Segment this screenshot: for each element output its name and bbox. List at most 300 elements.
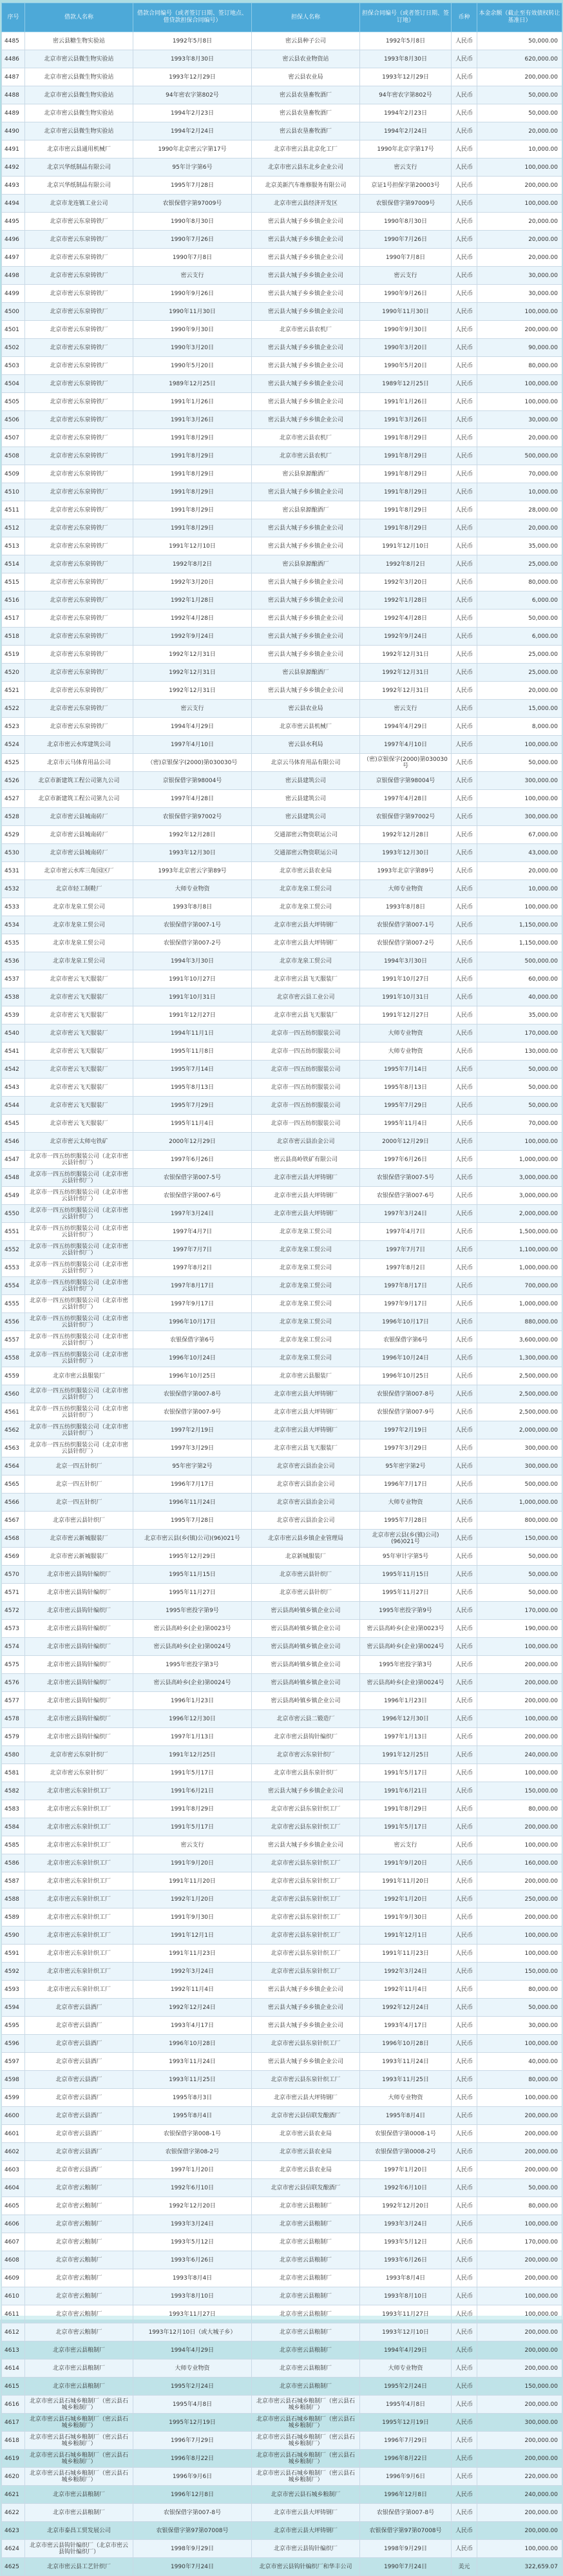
cell-seq: 4510 <box>2 483 25 501</box>
cell-borrower: 密云县糖生物实验站 <box>25 32 133 50</box>
cell-seq: 4536 <box>2 952 25 970</box>
table-row <box>2 1728 562 1746</box>
cell-seq: 4611 <box>2 2305 25 2323</box>
cell-principal: 300,000.00 <box>477 808 562 826</box>
cell-guarantor: 北京市密云县乡镇企业管理局 <box>252 1530 360 1548</box>
cell-currency: 人民币 <box>452 2251 477 2269</box>
cell-loan-contract: 1992年9月24日 <box>133 628 252 646</box>
cell-loan-contract: 1992年1月20日 <box>133 1890 252 1908</box>
cell-loan-contract: 1996年7月17日 <box>133 1475 252 1494</box>
cell-guarantor: 北京市密云县飞天服装厂 <box>252 1006 360 1024</box>
table-row <box>2 2432 562 2450</box>
cell-currency: 人民币 <box>452 934 477 952</box>
cell-guarantor: 北京市密云县大坪铸钢厂 <box>252 934 360 952</box>
cell-principal: 200,000.00 <box>477 2341 562 2360</box>
cell-currency: 人民币 <box>452 32 477 50</box>
cell-guarantee-contract: 密云支行 <box>360 700 452 718</box>
cell-borrower: 北京市密云飞天服装厂 <box>25 1115 133 1133</box>
cell-borrower: 北京市密云东泉针织工厂 <box>25 1872 133 1890</box>
cell-currency: 人民币 <box>452 537 477 555</box>
cell-guarantor: 密云县大城子乡乡镇企业公司 <box>252 591 360 610</box>
cell-seq: 4612 <box>2 2323 25 2341</box>
cell-principal: 2,500,000.00 <box>477 1385 562 1403</box>
cell-loan-contract: 农银保借字第007-8号 <box>133 1385 252 1403</box>
cell-currency: 人民币 <box>452 1638 477 1656</box>
table-row <box>2 537 562 555</box>
cell-seq: 4548 <box>2 1169 25 1187</box>
cell-currency: 人民币 <box>452 2341 477 2360</box>
cell-principal: 500,000.00 <box>477 1475 562 1494</box>
cell-borrower: 北京市轻工制鞋厂 <box>25 880 133 898</box>
cell-guarantee-contract: 农银保借字第007-8号 <box>360 1385 452 1403</box>
cell-guarantee-contract: 1996年10月25日 <box>360 1367 452 1385</box>
table-row <box>2 2179 562 2197</box>
cell-borrower: 北京市密云新城服装厂 <box>25 1530 133 1548</box>
cell-loan-contract: 1993年8月4日 <box>133 2269 252 2287</box>
cell-currency: 人民币 <box>452 664 477 682</box>
table-row <box>2 1963 562 1981</box>
table-row <box>2 357 562 375</box>
cell-guarantor: 北京市密云县钩针编织厂和华丰公司 <box>252 2558 360 2576</box>
cell-loan-contract: 1995年11月4日 <box>133 1115 252 1133</box>
cell-currency: 人民币 <box>452 1800 477 1818</box>
cell-seq: 4492 <box>2 159 25 177</box>
cell-seq: 4566 <box>2 1494 25 1512</box>
cell-seq: 4527 <box>2 790 25 808</box>
cell-guarantee-contract: 1991年9月30日 <box>360 1908 452 1927</box>
cell-guarantor: 密云县泉源酿酒厂 <box>252 465 360 483</box>
cell-borrower: 北京一四五针织厂 <box>25 1494 133 1512</box>
cell-currency: 人民币 <box>452 790 477 808</box>
cell-loan-contract: 1993年12月30日 <box>133 844 252 862</box>
cell-seq: 4493 <box>2 177 25 195</box>
cell-principal: 50,000.00 <box>477 1079 562 1097</box>
table-row <box>2 411 562 429</box>
cell-borrower: 北京市密云县微生物实验站 <box>25 68 133 86</box>
cell-guarantee-contract: 1997年4月28日 <box>360 790 452 808</box>
cell-principal: 80,000.00 <box>477 1800 562 1818</box>
cell-principal: 100,000.00 <box>477 1927 562 1945</box>
cell-seq: 4588 <box>2 1890 25 1908</box>
cell-currency: 人民币 <box>452 736 477 754</box>
cell-borrower: 北京市密云县酒厂 <box>25 2071 133 2089</box>
table-row <box>2 177 562 195</box>
cell-loan-contract: 1992年12月31日 <box>133 646 252 664</box>
cell-loan-contract: 1990年北京密云字第17号 <box>133 140 252 159</box>
cell-guarantee-contract: 1997年8月17日 <box>360 1277 452 1295</box>
cell-currency: 人民币 <box>452 1259 477 1277</box>
cell-currency: 人民币 <box>452 573 477 591</box>
cell-seq: 4495 <box>2 213 25 231</box>
cell-currency: 人民币 <box>452 2215 477 2233</box>
cell-principal: 1,000,000.00 <box>477 1295 562 1313</box>
cell-loan-contract: 1996年9月6日 <box>133 2468 252 2486</box>
table-row <box>2 2287 562 2305</box>
cell-seq: 4516 <box>2 591 25 610</box>
cell-loan-contract: 1993年12月10日（或大城子乡） <box>133 2323 252 2341</box>
cell-guarantor: 北京市密云县东泉针织工厂 <box>252 2035 360 2053</box>
cell-principal: 130,000.00 <box>477 1043 562 1061</box>
cell-currency: 人民币 <box>452 104 477 122</box>
cell-currency: 人民币 <box>452 1927 477 1945</box>
cell-currency: 人民币 <box>452 1602 477 1620</box>
cell-guarantor: 北京市密云县治金公司 <box>252 1133 360 1151</box>
cell-guarantor: 密云县种子公司 <box>252 32 360 50</box>
cell-guarantor: 密云县建筑公司 <box>252 772 360 790</box>
cell-borrower: 北京市密云粮制厂 <box>25 2251 133 2269</box>
cell-borrower: 北京市密云东泉针织工厂 <box>25 1963 133 1981</box>
table-row <box>2 1475 562 1494</box>
table-row <box>2 159 562 177</box>
cell-guarantor: 北京市密云县农业局 <box>252 2143 360 2161</box>
cell-principal: 50,000.00 <box>477 2179 562 2197</box>
cell-seq: 4619 <box>2 2450 25 2468</box>
cell-currency: 人民币 <box>452 1097 477 1115</box>
cell-currency: 人民币 <box>452 1205 477 1223</box>
cell-principal: 100,000.00 <box>477 736 562 754</box>
cell-guarantor: 密云县高岭铁矿有限公司 <box>252 1151 360 1169</box>
cell-currency: 人民币 <box>452 1295 477 1313</box>
cell-principal: 80,000.00 <box>477 2197 562 2215</box>
cell-loan-contract: 1992年3月20日 <box>133 573 252 591</box>
cell-guarantee-contract: 1996年10月28日 <box>360 2035 452 2053</box>
cell-principal: 200,000.00 <box>477 2161 562 2179</box>
cell-principal: 1,100,000.00 <box>477 1241 562 1259</box>
cell-guarantee-contract: 1996年10月24日 <box>360 1349 452 1367</box>
cell-currency: 人民币 <box>452 1169 477 1187</box>
cell-guarantee-contract: 1995年2月24日 <box>360 2378 452 2396</box>
cell-loan-contract: 1993年3月24日 <box>133 2215 252 2233</box>
cell-seq: 4496 <box>2 231 25 249</box>
cell-currency: 人民币 <box>452 501 477 519</box>
cell-currency: 人民币 <box>452 772 477 790</box>
cell-loan-contract: 1997年4月7日 <box>133 1223 252 1241</box>
cell-loan-contract: 农银保借字第007-5号 <box>133 1169 252 1187</box>
cell-seq: 4520 <box>2 664 25 682</box>
cell-loan-contract: 1992年12月20日 <box>133 2197 252 2215</box>
cell-borrower: 北京市密云县微生物实验站 <box>25 50 133 68</box>
table-row <box>2 1403 562 1421</box>
cell-principal: 200,000.00 <box>477 1692 562 1710</box>
cell-principal: 1,300,000.00 <box>477 1349 562 1367</box>
cell-seq: 4515 <box>2 573 25 591</box>
cell-seq: 4521 <box>2 682 25 700</box>
cell-seq: 4547 <box>2 1151 25 1169</box>
cell-guarantee-contract: 农银保借字第007-9号 <box>360 1403 452 1421</box>
cell-principal: 50,000.00 <box>477 32 562 50</box>
cell-guarantor: 北京市密云县粮制厂 <box>252 2269 360 2287</box>
cell-currency: 人民币 <box>452 285 477 303</box>
cell-seq: 4534 <box>2 916 25 934</box>
table-row <box>2 2486 562 2504</box>
table-row <box>2 1638 562 1656</box>
cell-guarantee-contract: 大师专业物资 <box>360 2089 452 2107</box>
cell-guarantor: 密云县大城子乡乡镇企业公司 <box>252 249 360 267</box>
table-row <box>2 1385 562 1403</box>
cell-borrower: 北京市龙泉工贸公司 <box>25 916 133 934</box>
cell-loan-contract: 1996年12月8日 <box>133 2486 252 2504</box>
cell-guarantee-contract: 1993年8月30日 <box>360 50 452 68</box>
cell-borrower: 北京市密云东泉铸铁厂 <box>25 267 133 285</box>
cell-currency: 人民币 <box>452 2143 477 2161</box>
cell-seq: 4557 <box>2 1331 25 1349</box>
cell-principal: 100,000.00 <box>477 898 562 916</box>
cell-principal: 50,000.00 <box>477 1999 562 2017</box>
cell-guarantee-contract: 1996年10月17日 <box>360 1313 452 1331</box>
cell-borrower: 北京市密云县钩针编织厂 <box>25 1638 133 1656</box>
cell-seq: 4622 <box>2 2504 25 2522</box>
cell-seq: 4538 <box>2 988 25 1006</box>
cell-loan-contract: 1994年3月30日 <box>133 952 252 970</box>
cell-borrower: 北京市密云东泉铸铁厂 <box>25 357 133 375</box>
cell-seq: 4567 <box>2 1512 25 1530</box>
cell-principal: 50,000.00 <box>477 1584 562 1602</box>
cell-currency: 人民币 <box>452 213 477 231</box>
table-row <box>2 2161 562 2179</box>
cell-borrower: 北京市一四五纺织服装公司（北京市密云县针织厂） <box>25 1403 133 1421</box>
cell-guarantor: 北京市密云县农业局 <box>252 2125 360 2143</box>
cell-guarantor: 密云县大城子乡乡镇企业公司 <box>252 1836 360 1854</box>
cell-guarantor: 北京市密云县针织厂 <box>252 1584 360 1602</box>
cell-seq: 4606 <box>2 2215 25 2233</box>
table-row <box>2 2143 562 2161</box>
table-row <box>2 465 562 483</box>
table-row <box>2 195 562 213</box>
cell-guarantee-contract: 农银保借字第97009号 <box>360 195 452 213</box>
table-row <box>2 1800 562 1818</box>
cell-currency: 人民币 <box>452 357 477 375</box>
cell-loan-contract: 1995年12月19日 <box>133 2414 252 2432</box>
table-row <box>2 1259 562 1277</box>
cell-guarantee-contract: 1995年密投字第3号 <box>360 1656 452 1674</box>
cell-currency: 人民币 <box>452 2323 477 2341</box>
cell-guarantor: 密云县农垦畜牧酒厂 <box>252 86 360 104</box>
table-row <box>2 808 562 826</box>
cell-loan-contract: 1997年1月13日 <box>133 1728 252 1746</box>
cell-currency: 人民币 <box>452 2197 477 2215</box>
cell-guarantee-contract: 1996年1月23日 <box>360 1692 452 1710</box>
cell-borrower: 北京市一四五纺织服装公司（北京市密云县针织厂） <box>25 1187 133 1205</box>
cell-borrower: 北京市密云东泉针织工厂 <box>25 1927 133 1945</box>
cell-currency: 人民币 <box>452 1494 477 1512</box>
cell-borrower: 北京市密云粮制厂 <box>25 2215 133 2233</box>
cell-currency: 人民币 <box>452 249 477 267</box>
cell-loan-contract: 2000年12月29日 <box>133 1133 252 1151</box>
cell-guarantee-contract: 1995年7月28日 <box>360 1512 452 1530</box>
cell-seq: 4614 <box>2 2360 25 2378</box>
cell-borrower: 北京市密云县服装厂 <box>25 1367 133 1385</box>
cell-principal: 50,000.00 <box>477 610 562 628</box>
cell-currency: 人民币 <box>452 1151 477 1169</box>
cell-guarantee-contract: 1995年8月4日 <box>360 2107 452 2125</box>
table-row <box>2 772 562 790</box>
cell-borrower: 北京市一四五纺织服装公司（北京市密云县针织厂） <box>25 1349 133 1367</box>
cell-seq: 4609 <box>2 2269 25 2287</box>
cell-borrower: 北京兴华纸制品有限公司 <box>25 177 133 195</box>
cell-seq: 4621 <box>2 2486 25 2504</box>
cell-borrower: 北京市密云县石城乡粮制厂（密云县石城乡粮制厂） <box>25 2396 133 2414</box>
cell-guarantee-contract: 1992年3月24日 <box>360 1963 452 1981</box>
document-sheet <box>1 3 562 2570</box>
cell-guarantee-contract: 1992年12月31日 <box>360 682 452 700</box>
cell-borrower: 北京市密云东泉铸铁厂 <box>25 411 133 429</box>
cell-seq: 4485 <box>2 32 25 50</box>
cell-guarantor: 北京市密云县大坪铸钢厂 <box>252 916 360 934</box>
cell-seq: 4559 <box>2 1367 25 1385</box>
cell-seq: 4560 <box>2 1385 25 1403</box>
cell-seq: 4610 <box>2 2287 25 2305</box>
cell-borrower: 北京市一四五纺织服装公司（北京市密云县针织厂） <box>25 1439 133 1457</box>
cell-guarantor: 北京市密云县机械厂 <box>252 718 360 736</box>
cell-principal: 100,000.00 <box>477 2540 562 2558</box>
cell-currency: 人民币 <box>452 2269 477 2287</box>
cell-seq: 4513 <box>2 537 25 555</box>
cell-principal: 20,000.00 <box>477 231 562 249</box>
table-row <box>2 1331 562 1349</box>
cell-guarantee-contract: 1996年7月17日 <box>360 1475 452 1494</box>
cell-principal: 20,000.00 <box>477 249 562 267</box>
cell-principal: 90,000.00 <box>477 339 562 357</box>
cell-borrower: 北京市龙泉工贸公司 <box>25 952 133 970</box>
cell-principal: 100,000.00 <box>477 2305 562 2323</box>
cell-guarantee-contract: 1995年7月14日 <box>360 1061 452 1079</box>
cell-borrower: 北京市密云东泉铸铁厂 <box>25 555 133 573</box>
table-row <box>2 1836 562 1854</box>
cell-currency: 人民币 <box>452 754 477 772</box>
cell-loan-contract: （密)京银保字(2000)第030030号 <box>133 754 252 772</box>
cell-borrower: 北京一四五针织厂 <box>25 1457 133 1475</box>
cell-principal: 50,000.00 <box>477 1097 562 1115</box>
cell-currency: 人民币 <box>452 1223 477 1241</box>
cell-currency: 人民币 <box>452 339 477 357</box>
cell-guarantee-contract: 1995年4月8日 <box>360 2396 452 2414</box>
cell-principal: 15,000.00 <box>477 700 562 718</box>
cell-guarantee-contract: 1996年12月30日 <box>360 1710 452 1728</box>
cell-borrower: 北京市一四五纺织服装公司（北京市密云县针织厂） <box>25 1385 133 1403</box>
cell-borrower: 北京市密云东泉铸铁厂 <box>25 519 133 537</box>
cell-guarantor: 北京市密云县治金公司 <box>252 1512 360 1530</box>
cell-currency: 人民币 <box>452 1674 477 1692</box>
cell-seq: 4507 <box>2 429 25 447</box>
cell-guarantee-contract: 1997年9月17日 <box>360 1295 452 1313</box>
cell-borrower: 北京市密云粮制厂 <box>25 2197 133 2215</box>
cell-guarantor: 密云县泉源酿酒厂 <box>252 501 360 519</box>
cell-guarantor: 北京市密云县粮制厂 <box>252 2233 360 2251</box>
table-row <box>2 1313 562 1331</box>
cell-guarantee-contract: 1997年6月26日 <box>360 1151 452 1169</box>
cell-seq: 4523 <box>2 718 25 736</box>
table-row <box>2 1277 562 1295</box>
cell-borrower: 北京市密云东泉铸铁厂 <box>25 285 133 303</box>
cell-principal: 2,000,000.00 <box>477 1421 562 1439</box>
cell-principal: 3,000,000.00 <box>477 1187 562 1205</box>
cell-seq: 4572 <box>2 1602 25 1620</box>
cell-loan-contract: 1992年4月28日 <box>133 610 252 628</box>
cell-borrower: 北京兴华纸制品有限公司 <box>25 159 133 177</box>
cell-borrower: 北京市密云飞天服装厂 <box>25 1097 133 1115</box>
cell-currency: 人民币 <box>452 970 477 988</box>
cell-borrower: 北京市密云东泉铸铁厂 <box>25 591 133 610</box>
cell-borrower: 北京市密云东泉针织工厂 <box>25 1836 133 1854</box>
cell-principal: 200,000.00 <box>477 1728 562 1746</box>
cell-seq: 4531 <box>2 862 25 880</box>
table-row <box>2 2414 562 2432</box>
cell-guarantor: 密云县大城子乡乡镇企业公司 <box>252 357 360 375</box>
cell-borrower: 北京市密云县钩针编织厂 <box>25 1692 133 1710</box>
cell-loan-contract: 密云支行 <box>133 1836 252 1854</box>
cell-currency: 人民币 <box>452 1782 477 1800</box>
cell-principal: 100,000.00 <box>477 159 562 177</box>
cell-seq: 4564 <box>2 1457 25 1475</box>
cell-guarantor: 密云县大城子乡乡镇企业公司 <box>252 573 360 591</box>
table-row <box>2 50 562 68</box>
cell-principal: 80,000.00 <box>477 573 562 591</box>
cell-seq: 4533 <box>2 898 25 916</box>
cell-currency: 人民币 <box>452 2360 477 2378</box>
table-row <box>2 267 562 285</box>
cell-seq: 4608 <box>2 2251 25 2269</box>
cell-guarantee-contract: 1996年9月6日 <box>360 2468 452 2486</box>
cell-borrower: 北京市密云东泉铸铁厂 <box>25 501 133 519</box>
cell-guarantee-contract: 1997年4月10日 <box>360 736 452 754</box>
table-row <box>2 1187 562 1205</box>
cell-currency: 美元 <box>452 2558 477 2576</box>
table-row <box>2 1927 562 1945</box>
table-row <box>2 718 562 736</box>
header-guarantor: 担保人名称 <box>252 3 360 32</box>
cell-guarantee-contract: 1992年12月24日 <box>360 1999 452 2017</box>
cell-principal: 60,000.00 <box>477 970 562 988</box>
cell-principal: 6,000.00 <box>477 628 562 646</box>
cell-guarantor: 密云县大城子乡乡镇企业公司 <box>252 267 360 285</box>
cell-seq: 4616 <box>2 2396 25 2414</box>
cell-seq: 4597 <box>2 2053 25 2071</box>
table-row <box>2 1854 562 1872</box>
cell-principal: 80,000.00 <box>477 2071 562 2089</box>
cell-borrower: 北京市密云飞天服装厂 <box>25 1006 133 1024</box>
cell-borrower: 北京一四五针织厂 <box>25 1475 133 1494</box>
cell-guarantor: 北京市密云县二锻造厂 <box>252 1710 360 1728</box>
table-row <box>2 447 562 465</box>
cell-principal: 880,000.00 <box>477 1313 562 1331</box>
cell-guarantee-contract: 1995年12月19日 <box>360 2414 452 2432</box>
cell-loan-contract: 1990年7月26日 <box>133 231 252 249</box>
cell-loan-contract: 1996年10月25日 <box>133 1367 252 1385</box>
cell-guarantor: 北京市龙泉工贸公司 <box>252 1331 360 1349</box>
cell-borrower: 北京市密云东泉铸铁厂 <box>25 393 133 411</box>
cell-guarantor: 北京市密云县大坪铸钢厂 <box>252 1205 360 1223</box>
cell-seq: 4499 <box>2 285 25 303</box>
cell-currency: 人民币 <box>452 267 477 285</box>
cell-currency: 人民币 <box>452 2305 477 2323</box>
cell-loan-contract: 1995年7月28日 <box>133 1512 252 1530</box>
cell-currency: 人民币 <box>452 1728 477 1746</box>
cell-guarantor: 北京市密云县治金公司 <box>252 1494 360 1512</box>
cell-principal: 20,000.00 <box>477 429 562 447</box>
cell-guarantee-contract: 1992年8月2日 <box>360 555 452 573</box>
cell-principal: 30,000.00 <box>477 2017 562 2035</box>
cell-borrower: 北京市密云东泉铸铁厂 <box>25 646 133 664</box>
cell-loan-contract: 1991年12月27日 <box>133 1006 252 1024</box>
cell-currency: 人民币 <box>452 1061 477 1079</box>
cell-borrower: 北京市密云东泉针织工厂 <box>25 1782 133 1800</box>
cell-loan-contract: 农银保借字第08-2号 <box>133 2143 252 2161</box>
cell-seq: 4589 <box>2 1908 25 1927</box>
cell-guarantor: 密云县大城子乡乡镇企业公司 <box>252 303 360 321</box>
cell-loan-contract: 1991年6月21日 <box>133 1782 252 1800</box>
cell-currency: 人民币 <box>452 2035 477 2053</box>
cell-guarantee-contract: 1993年3月24日 <box>360 2215 452 2233</box>
